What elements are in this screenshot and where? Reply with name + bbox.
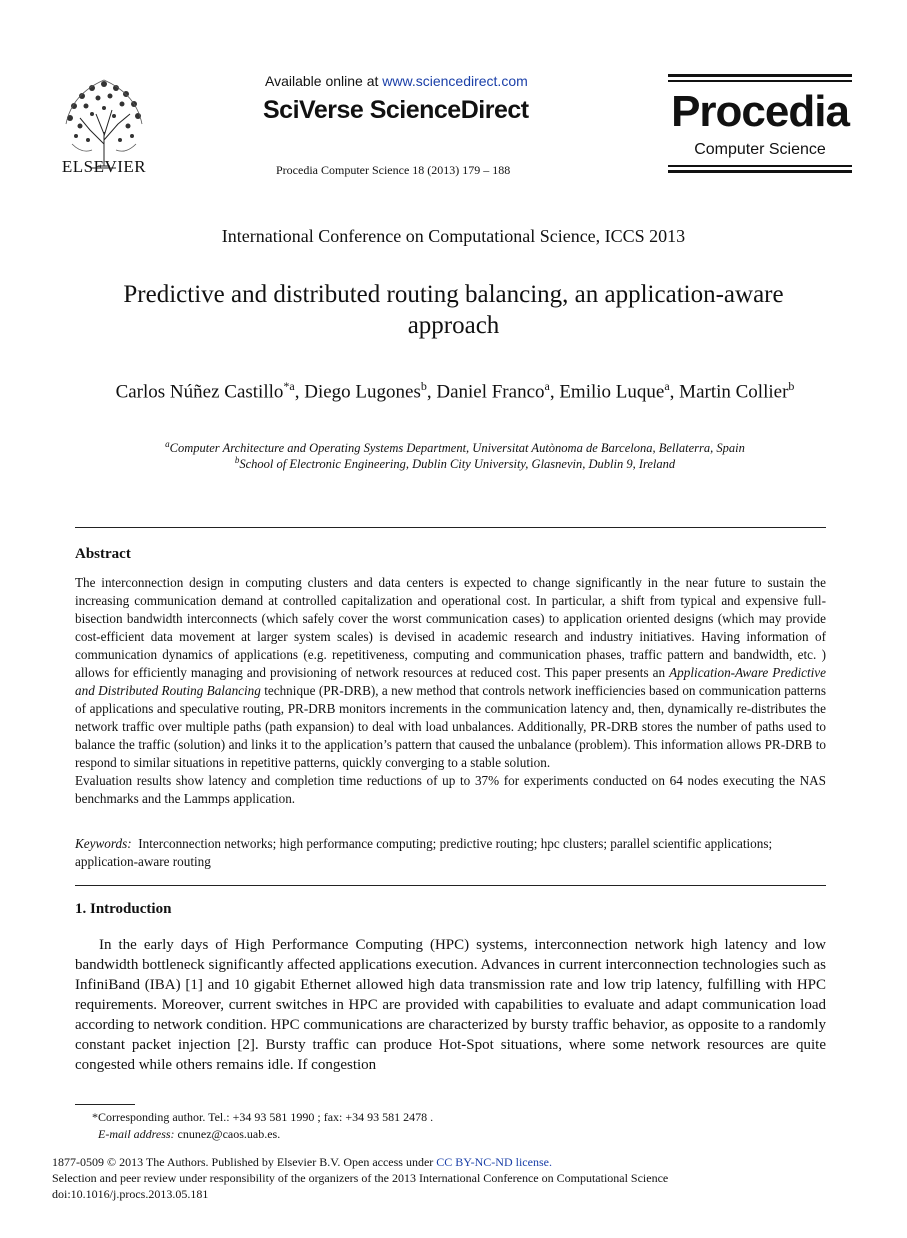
peer-review-line: Selection and peer review under responsibility of the organizers of the 2013 International Conference on Computational Science [52,1171,669,1185]
abstract-body [75,574,826,808]
affiliation-text: School of Electronic Engineering, Dublin City University, Glasnevin, Dublin 9, Ireland [239,457,676,472]
affiliation-mark: a [165,439,170,449]
author-mark: b [420,379,427,393]
sciverse-logo: SciVerse ScienceDirect [263,96,529,124]
author-mark: b [788,379,795,393]
affiliation [60,455,850,472]
procedia-logo-title: Procedia [671,87,849,136]
affiliation [60,439,850,456]
abstract-top-rule [75,527,826,528]
section-heading: 1. Introduction [75,901,172,917]
abstract-bottom-rule [75,885,826,886]
paper-title-line-1: Predictive and distributed routing balancing, an application-aware [123,281,784,308]
keywords-text: Interconnection networks; high performance computing; predictive routing; hpc clusters; parallel scientific applications; application-aware routing [75,836,773,869]
abstract-evaluation: Evaluation results show latency and completion time reductions of up to 37% for experiments conducted on 64 nodes executing the NAS benchmarks and the Lammps application. [75,773,826,806]
author-mark: *a [283,379,295,393]
footnote-rule [75,1104,135,1105]
author-name: Martin Collier [679,381,789,403]
copyright-line [52,1155,552,1170]
footnote-email [98,1127,280,1142]
sciencedirect-link[interactable]: www.sciencedirect.com [382,73,528,89]
abstract-heading: Abstract [75,546,131,562]
conference-name: International Conference on Computational Science, ICCS 2013 [221,226,686,246]
email-value: cnunez@caos.uab.es. [174,1127,281,1141]
abstract-text-part-2: technique (PR-DRB), a new method that controls network inefficiencies based on communication patterns of applications and speculative routing, PR-DRB monitors increments in the communication latency and, then, dynamically re-distributes the network traffic over multiple paths (path expansion) to deal with load unbalances. Additionally, PR-DRB stores the number of paths used to balance the traffic (solution) and links it to the application’s pattern that caused the unbalance (problem). This information allows PR-DRB to respond to similar situations in repetitive patterns, quickly converging to a stable solution. [75,683,826,770]
availability-prefix: Available online at [265,73,383,89]
procedia-logo-subtitle: Computer Science [694,141,826,158]
procedia-top-rule-thin [668,80,852,82]
keywords-label: Keywords: [75,836,132,851]
paper-title [70,279,837,341]
author-name: Emilio Luque [559,381,665,403]
procedia-top-rule [668,74,852,77]
author-mark: a [544,379,550,393]
author-name: Daniel Franco [436,381,545,403]
author-name: Diego Lugones [304,381,421,403]
publisher-name: ELSEVIER [61,157,147,176]
doi-line: doi:10.1016/j.procs.2013.05.181 [52,1187,209,1201]
abstract-text-part-1: The interconnection design in computing clusters and data centers is expected to change significantly in the near future to sustain the increasing communication demand at controlled capitalization and operational cost. In particular, a shift from typical and expensive full-bisection bandwidth interconnects (which safely cover the worst communication cases) to application oriented designs (which may provide cost-efficient data movement at larger system scales) is devised in academic research and industry initiatives. Having information of communication dynamics of applications (e.g. repetitiveness, computing and communication phases, traffic pattern and bandwidth, etc. ) allows for efficiently managing and provisioning of network resources at reduced cost. This paper presents an [75,575,826,680]
issn-text: 1877-0509 © 2013 The Authors. Published by Elsevier B.V. Open access under [52,1155,437,1169]
author-mark: a [664,379,670,393]
affiliation-mark: b [234,455,240,465]
keywords [75,835,826,871]
paper-title-line-2: approach [407,312,500,339]
email-label: E-mail address: [98,1127,175,1141]
abstract-technique-name: Application-Aware Predictive and Distributed Routing Balancing [75,665,827,698]
author-name: Carlos Núñez Castillo [115,381,284,403]
license-link[interactable]: CC BY-NC-ND license. [436,1155,552,1169]
affiliation-text: Computer Architecture and Operating Systems Department, Universitat Autònoma de Barcelona, Bellaterra, Spain [169,441,745,456]
author-list: Carlos Núñez Castillo$^{*a}$, Diego Lugones$^b$, Daniel Franco$^a$, Emilio Luque$^a$, Martin Collier$^b$ [115,379,795,403]
procedia-bottom-rule [668,170,852,173]
procedia-bottom-rule-thin [668,165,852,167]
availability-line [265,73,555,89]
footnote-corresponding: *Corresponding author. Tel.: +34 93 581 1990 ; fax: +34 93 581 2478 . [92,1110,434,1124]
journal-citation: Procedia Computer Science 18 (2013) 179 – 188 [276,163,511,177]
introduction-text: In the early days of High Performance Computing (HPC) systems, interconnection network high latency and low bandwidth bottleneck significantly affected applications execution. Advances in current interconnection technologies such as InfiniBand (IBA) [1] and 10 gigabit Ethernet allowed high data transmission rate and low trip latency, fulfilling with HPC requirements. Moreover, current switches in HPC are provided with capabilities to evaluate and adapt communication load according to network condition. HPC communications are characterized by bursty traffic behavior, as opposite to a randomly constant packet injection [2]. Bursty traffic can produce Hot-Spot situations, where some network resources are quite congested while others remains idle. If congestion [75,937,826,1073]
